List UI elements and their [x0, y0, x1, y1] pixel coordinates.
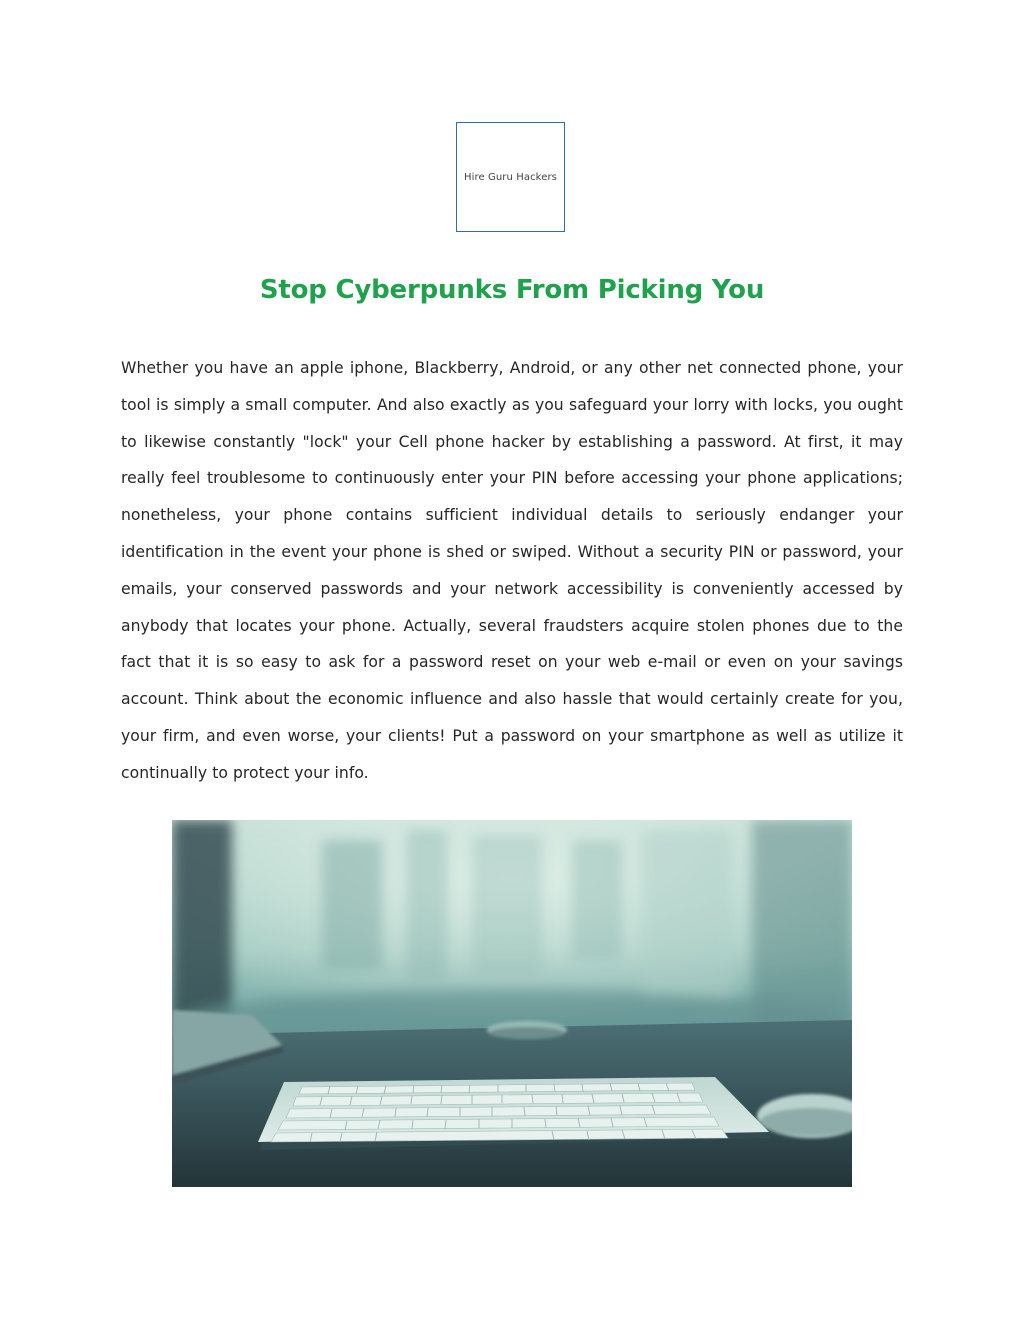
page-title: Stop Cyberpunks From Picking You [259, 275, 765, 305]
logo-text: Hire Guru Hackers [464, 171, 557, 183]
keyboard-photo [172, 820, 852, 1187]
logo-box [456, 122, 565, 232]
article-body: Whether you have an apple iphone, Blackberry, Android, or any other net connected phone, your tool is simply a small computer. And also exactly as you safeguard your lorry with locks, you ought to likewise constantly "lock" your Cell phone hacker by establishing a password. At first, it may really feel troublesome to continuously enter your PIN before accessing your phone applications; nonetheless, your phone contains sufficient individual details to seriously endanger your identification in the event your phone is shed or swiped. Without a security PIN or password, your emails, your conserved passwords and your network accessibility is conveniently accessed by anybody that locates your phone. Actually, several fraudsters acquire stolen phones due to the fact that it is so easy to ask for a password reset on your web e-mail or even on your savings account. Think about the economic influence and also hassle that would certainly create for you, your firm, and even worse, your clients! Put a password on your smartphone as well as utilize it continually to protect your info. [121, 359, 903, 782]
